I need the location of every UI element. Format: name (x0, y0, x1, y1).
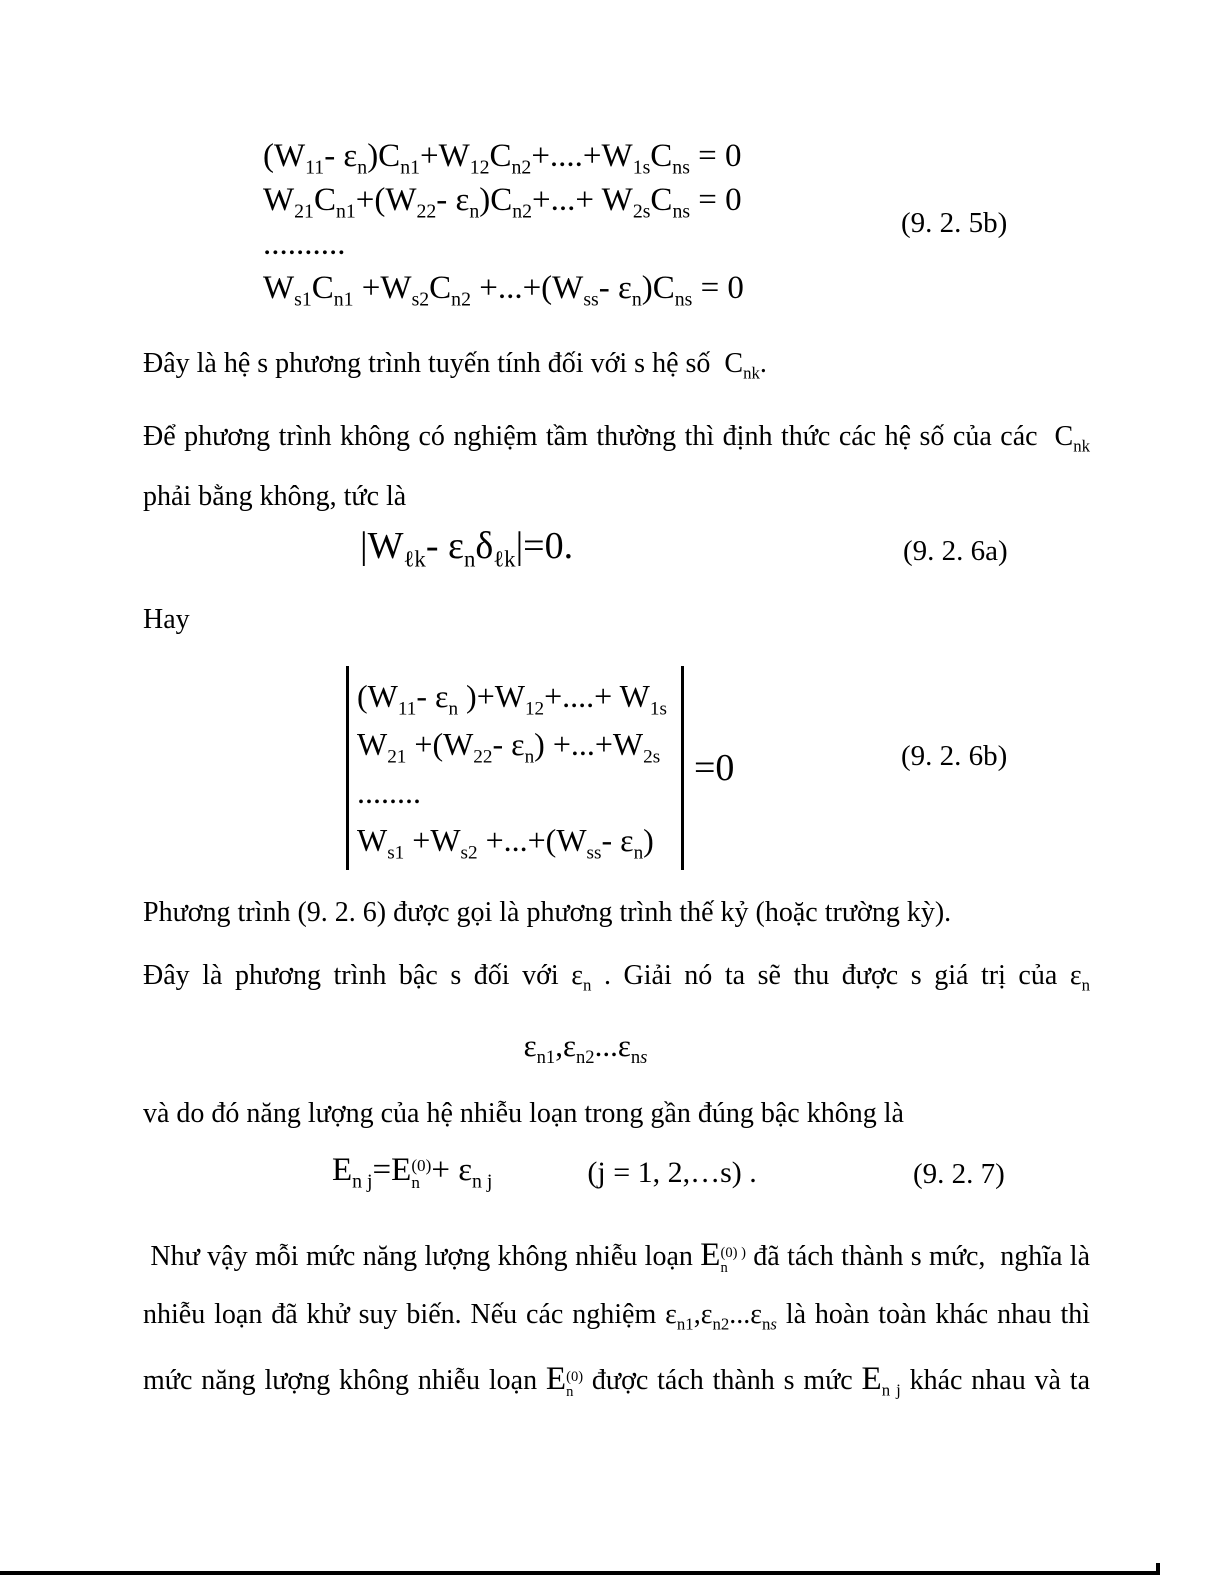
paragraph-zero-order-energy: và do đó năng lượng của hệ nhiễu loạn trong gần đúng bậc không là (143, 1098, 904, 1129)
paragraph-linear-system: Đây là hệ s phương trình tuyến tính đối với s hệ số $C_{nk}$. (143, 348, 767, 383)
secular-determinant (346, 666, 734, 870)
determinant-row: ($W_{11}-$ $\varepsilon_n$ )$+W_{12}+....+ W_{1s}$ (357, 678, 667, 720)
equation-line: $W_{21}C_{n1}+(W_{22}-$ $\varepsilon_n)C_{n2}+...+ W_{2s}C_{ns} = 0$ (263, 182, 742, 223)
equation-system-9-2-5b (263, 134, 744, 310)
paragraph-splitting-line3: mức năng lượng không nhiễu loạn E (0) n được tách thành s mức $E_{n j}$ khác nhau và ta (143, 1361, 1091, 1400)
equation-9-2-7 (332, 1152, 757, 1194)
determinant-row: $W_{s1} +W_{s2} +...+(W_{ss}-$ $\varepsilon_n$) (357, 822, 654, 864)
equation-line: ($W_{11}-$ $\varepsilon_n)C_{n1}+W_{12}C_{n2}+....+W_{1s}C_{ns} = 0$ (263, 138, 742, 179)
equation-label-9-2-6a: (9. 2. 6a) (903, 535, 1008, 567)
equation-line: $W_{s1}C_{n1} +W_{s2}C_{n2} +...+(W_{ss}-$ $\varepsilon_n)C_{ns} = 0$ (263, 270, 744, 311)
paragraph-splitting-line2: nhiễu loạn đã khử suy biến. Nếu các nghiệm $\varepsilon_{n1},\varepsilon_{n2}...\varepsilon_{ns}$ là hoàn toàn khác nhau thì (143, 1299, 1090, 1334)
paragraph-nontrivial-line2: phải bằng không, tức là (143, 481, 407, 512)
paragraph-secular-name: Phương trình (9. 2. 6) được gọi là phương trình thế kỷ (hoặc trường kỳ). (143, 897, 952, 928)
equation-9-2-7-body: $E_{n j}=E$ (0) n + $\varepsilon_{n j}$ (332, 1152, 493, 1193)
page-bottom-rule-tick (1156, 1563, 1160, 1571)
epsilon-roots-list: $\varepsilon_{n1},\varepsilon_{n2}...\varepsilon_{ns}$ (523, 1028, 648, 1069)
equals-zero: =0 (694, 747, 735, 789)
determinant-row-dots: ........ (357, 774, 421, 810)
paragraph-hay: Hay (143, 604, 190, 635)
equation-label-9-2-7: (9. 2. 7) (913, 1158, 1005, 1190)
equation-label-9-2-6b: (9. 2. 6b) (901, 740, 1008, 772)
equation-label-9-2-5b: (9. 2. 5b) (901, 207, 1008, 239)
equation-9-2-7-jrange: (j = 1, 2,…s) . (587, 1155, 757, 1189)
page-bottom-rule (0, 1571, 1160, 1575)
paragraph-degree-s: Đây là phương trình bậc s đối với $\varepsilon_n$ . Giải nó ta sẽ thu được s giá trị của $\varepsilon_n$ (143, 960, 1090, 995)
equation-line-dots: .......... (263, 226, 346, 262)
determinant-bars (346, 666, 684, 870)
paragraph-splitting-line1: Như vậy mỗi mức năng lượng không nhiễu loạn E (0) ) n đã tách thành s mức, nghĩa là (143, 1237, 1091, 1276)
equation-9-2-6a: $|W_{\ell k}-$ $\varepsilon_n\delta_{\ell k}|=0$. (360, 525, 574, 572)
paragraph-nontrivial-line1: Để phương trình không có nghiệm tầm thường thì định thức các hệ số của các $C_{nk}$ (143, 421, 1090, 456)
determinant-row: $W_{21} +(W_{22}-$ $\varepsilon_n) +...+W_{2s}$ (357, 726, 661, 768)
